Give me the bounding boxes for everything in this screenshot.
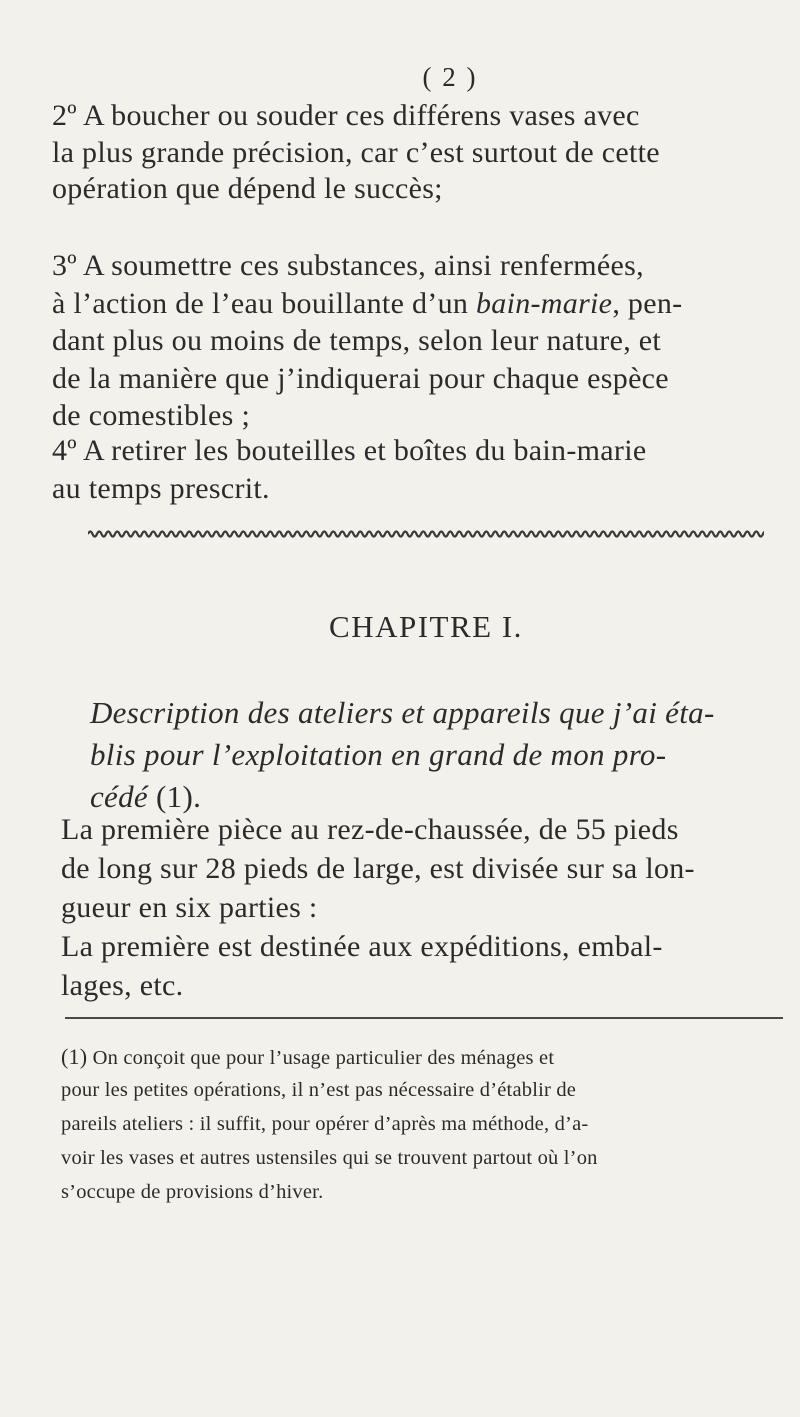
step-3-paragraph bbox=[52, 249, 772, 437]
subtitle-line-last bbox=[90, 778, 780, 816]
text-line: de la manière que j’indiquerai pour chaque espèce bbox=[52, 361, 669, 395]
text-segment: , pen- bbox=[612, 286, 683, 320]
footnote-line bbox=[61, 1043, 781, 1070]
chapter-title: CHAPITRE I. bbox=[329, 609, 523, 644]
text-line: 2º A boucher ou souder ces différens vases avec bbox=[52, 99, 640, 132]
text-line: dant plus ou moins de temps, selon leur nature, et bbox=[52, 324, 662, 357]
text-line: gueur en six parties : bbox=[61, 891, 318, 924]
footnote-line: pareils ateliers : il suffit, pour opérer d’après ma méthode, d’a- bbox=[61, 1113, 589, 1135]
footnote-line: s’occupe de provisions d’hiver. bbox=[61, 1181, 324, 1203]
text-segment: à l’action de l’eau bouillante d’un bbox=[52, 286, 476, 320]
footnote-reference: (1). bbox=[156, 779, 202, 814]
footnote-separator bbox=[65, 1017, 783, 1019]
footnote-label: (1) bbox=[61, 1044, 88, 1069]
text-line: opération que dépend le succès; bbox=[52, 172, 443, 205]
subtitle-line: Description des ateliers et appareils que j’ai éta- bbox=[90, 695, 715, 730]
decorative-separator bbox=[88, 528, 764, 540]
text-line: 4º A retirer les bouteilles et boîtes du bain-marie bbox=[52, 434, 647, 467]
text-line-with-italic bbox=[52, 287, 772, 321]
page-number: ( 2 ) bbox=[422, 62, 478, 92]
italic-term: bain-marie bbox=[475, 286, 613, 320]
footnote-text: On conçoit que pour l’usage particulier des ménages et bbox=[92, 1047, 555, 1069]
chapter-body bbox=[61, 813, 771, 1008]
text-line: la plus grande précision, car c’est surtout de cette bbox=[52, 135, 660, 169]
text-line: de comestibles ; bbox=[52, 399, 251, 432]
footnote-line: pour les petites opérations, il n’est pas nécessaire d’établir de bbox=[61, 1079, 577, 1101]
text-line: au temps prescrit. bbox=[52, 471, 270, 505]
subtitle-line: blis pour l’exploitation en grand de mon pro- bbox=[90, 737, 667, 772]
text-line: 3º A soumettre ces substances, ainsi renfermées, bbox=[52, 249, 644, 282]
text-line: La première pièce au rez-de-chaussée, de 55 pieds bbox=[61, 813, 679, 846]
footnote-line: voir les vases et autres ustensiles qui se trouvent partout où l’on bbox=[61, 1147, 598, 1169]
subtitle-line-text: cédé bbox=[90, 779, 148, 814]
footnote bbox=[61, 1043, 781, 1213]
step-4-paragraph bbox=[52, 434, 772, 509]
text-line: lages, etc. bbox=[61, 969, 184, 1002]
text-line: La première est destinée aux expéditions, embal- bbox=[61, 930, 663, 963]
step-2-paragraph bbox=[52, 99, 772, 209]
chapter-subtitle bbox=[90, 694, 780, 820]
text-line: de long sur 28 pieds de large, est divisée sur sa lon- bbox=[61, 852, 695, 885]
